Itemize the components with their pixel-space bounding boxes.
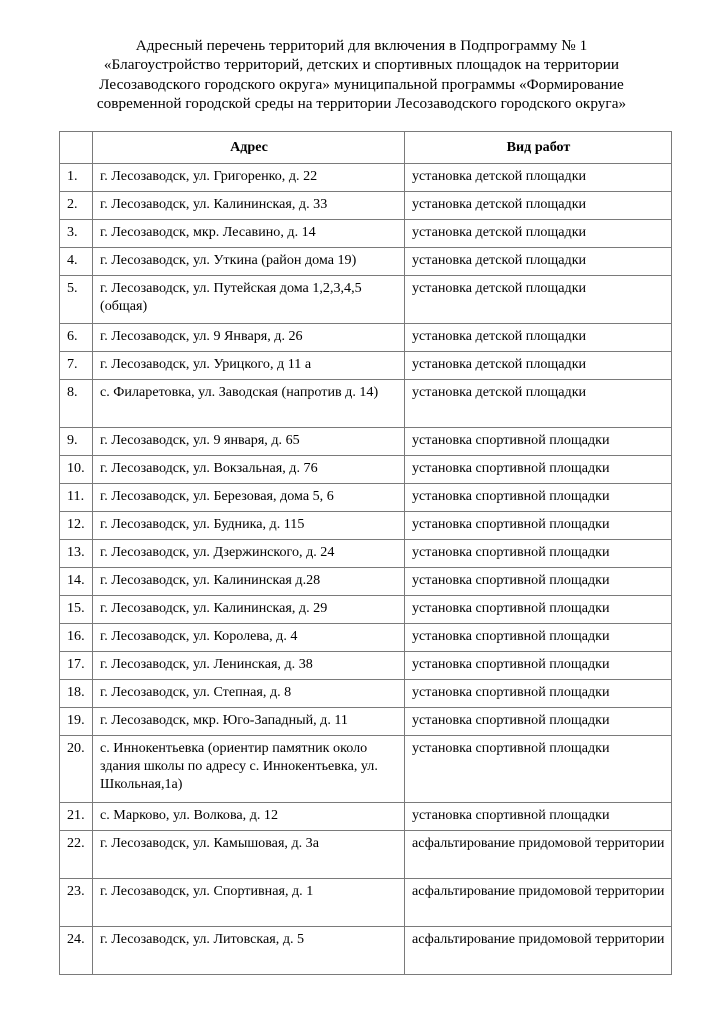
row-work-type: асфальтирование придомовой территории	[405, 878, 672, 926]
row-work-type: установка спортивной площадки	[405, 455, 672, 483]
row-address: г. Лесозаводск, ул. Путейская дома 1,2,3,4,5 (общая)	[93, 275, 405, 323]
row-address: г. Лесозаводск, ул. 9 января, д. 65	[93, 427, 405, 455]
table-row	[60, 379, 672, 427]
row-address: с. Иннокентьевка (ориентир памятник около здания школы по адресу с. Иннокентьевка, ул. Школьная,1а)	[93, 735, 405, 802]
row-address: г. Лесозаводск, ул. Литовская, д. 5	[93, 926, 405, 974]
page-title	[0, 0, 723, 114]
row-number: 15.	[60, 595, 93, 623]
row-work-type: установка спортивной площадки	[405, 539, 672, 567]
table-row	[60, 219, 672, 247]
row-number: 10.	[60, 455, 93, 483]
row-work-type: установка спортивной площадки	[405, 735, 672, 802]
row-number: 8.	[60, 379, 93, 427]
table-row	[60, 483, 672, 511]
row-number: 5.	[60, 275, 93, 323]
table-row	[60, 830, 672, 878]
page-title-line-4: современной городской среды на территории Лесозаводского городского округа»	[96, 95, 627, 113]
row-work-type: установка спортивной площадки	[405, 651, 672, 679]
row-address: г. Лесозаводск, ул. Степная, д. 8	[93, 679, 405, 707]
table-row	[60, 323, 672, 351]
row-number: 12.	[60, 511, 93, 539]
table-row	[60, 427, 672, 455]
row-number: 14.	[60, 567, 93, 595]
address-table-container	[0, 131, 723, 975]
table-row	[60, 651, 672, 679]
row-number: 21.	[60, 802, 93, 830]
table-header	[60, 131, 672, 163]
row-work-type: установка детской площадки	[405, 275, 672, 323]
table-row	[60, 623, 672, 651]
row-work-type: установка спортивной площадки	[405, 427, 672, 455]
table-row	[60, 707, 672, 735]
row-address: г. Лесозаводск, ул. Спортивная, д. 1	[93, 878, 405, 926]
table-body	[60, 163, 672, 974]
row-number: 16.	[60, 623, 93, 651]
row-number: 2.	[60, 191, 93, 219]
row-work-type: асфальтирование придомовой территории	[405, 926, 672, 974]
table-row	[60, 735, 672, 802]
row-address: г. Лесозаводск, ул. Вокзальная, д. 76	[93, 455, 405, 483]
row-number: 22.	[60, 830, 93, 878]
table-row	[60, 163, 672, 191]
column-header-number	[60, 131, 93, 163]
row-number: 4.	[60, 247, 93, 275]
row-address: г. Лесозаводск, ул. Будника, д. 115	[93, 511, 405, 539]
row-work-type: установка спортивной площадки	[405, 679, 672, 707]
row-work-type: установка детской площадки	[405, 191, 672, 219]
row-work-type: установка спортивной площадки	[405, 707, 672, 735]
row-number: 20.	[60, 735, 93, 802]
row-number: 23.	[60, 878, 93, 926]
row-work-type: установка детской площадки	[405, 163, 672, 191]
row-work-type: установка детской площадки	[405, 219, 672, 247]
row-number: 11.	[60, 483, 93, 511]
row-address: с. Марково, ул. Волкова, д. 12	[93, 802, 405, 830]
page-title-line-3: Лесозаводского городского округа» муниципальной программы «Формирование	[99, 75, 624, 93]
row-work-type: установка спортивной площадки	[405, 623, 672, 651]
row-number: 13.	[60, 539, 93, 567]
row-work-type: установка спортивной площадки	[405, 511, 672, 539]
row-number: 17.	[60, 651, 93, 679]
row-address: г. Лесозаводск, ул. Григоренко, д. 22	[93, 163, 405, 191]
row-number: 9.	[60, 427, 93, 455]
row-address: г. Лесозаводск, мкр. Юго-Западный, д. 11	[93, 707, 405, 735]
row-address: г. Лесозаводск, ул. Ленинская, д. 38	[93, 651, 405, 679]
table-row	[60, 539, 672, 567]
row-work-type: установка детской площадки	[405, 247, 672, 275]
row-number: 24.	[60, 926, 93, 974]
table-header-row	[60, 131, 672, 163]
table-row	[60, 191, 672, 219]
table-row	[60, 679, 672, 707]
page-title-line-2: «Благоустройство территорий, детских и спортивных площадок на территории	[103, 56, 620, 74]
row-number: 6.	[60, 323, 93, 351]
table-row	[60, 247, 672, 275]
row-address: г. Лесозаводск, ул. Урицкого, д 11 а	[93, 351, 405, 379]
row-address: с. Филаретовка, ул. Заводская (напротив д. 14)	[93, 379, 405, 427]
table-row	[60, 511, 672, 539]
row-address: г. Лесозаводск, ул. Королева, д. 4	[93, 623, 405, 651]
table-row	[60, 275, 672, 323]
address-table	[59, 131, 672, 975]
row-work-type: установка спортивной площадки	[405, 595, 672, 623]
row-number: 18.	[60, 679, 93, 707]
row-address: г. Лесозаводск, ул. 9 Января, д. 26	[93, 323, 405, 351]
row-work-type: установка спортивной площадки	[405, 567, 672, 595]
row-address: г. Лесозаводск, ул. Калининская, д. 33	[93, 191, 405, 219]
row-address: г. Лесозаводск, мкр. Лесавино, д. 14	[93, 219, 405, 247]
row-number: 1.	[60, 163, 93, 191]
row-address: г. Лесозаводск, ул. Дзержинского, д. 24	[93, 539, 405, 567]
table-row	[60, 595, 672, 623]
row-work-type: установка спортивной площадки	[405, 483, 672, 511]
table-row	[60, 926, 672, 974]
table-row	[60, 455, 672, 483]
row-address: г. Лесозаводск, ул. Калининская, д. 29	[93, 595, 405, 623]
row-number: 3.	[60, 219, 93, 247]
page-title-line-1: Адресный перечень территорий для включения в Подпрограмму № 1	[135, 37, 588, 54]
table-row	[60, 878, 672, 926]
column-header-work: Вид работ	[405, 131, 672, 163]
table-row	[60, 567, 672, 595]
row-work-type: установка детской площадки	[405, 323, 672, 351]
row-number: 19.	[60, 707, 93, 735]
row-number: 7.	[60, 351, 93, 379]
row-work-type: установка детской площадки	[405, 351, 672, 379]
row-address: г. Лесозаводск, ул. Камышовая, д. 3а	[93, 830, 405, 878]
row-work-type: асфальтирование придомовой территории	[405, 830, 672, 878]
column-header-address: Адрес	[93, 131, 405, 163]
table-row	[60, 802, 672, 830]
row-address: г. Лесозаводск, ул. Березовая, дома 5, 6	[93, 483, 405, 511]
row-address: г. Лесозаводск, ул. Уткина (район дома 19)	[93, 247, 405, 275]
row-work-type: установка детской площадки	[405, 379, 672, 427]
row-work-type: установка спортивной площадки	[405, 802, 672, 830]
table-row	[60, 351, 672, 379]
row-address: г. Лесозаводск, ул. Калининская д.28	[93, 567, 405, 595]
